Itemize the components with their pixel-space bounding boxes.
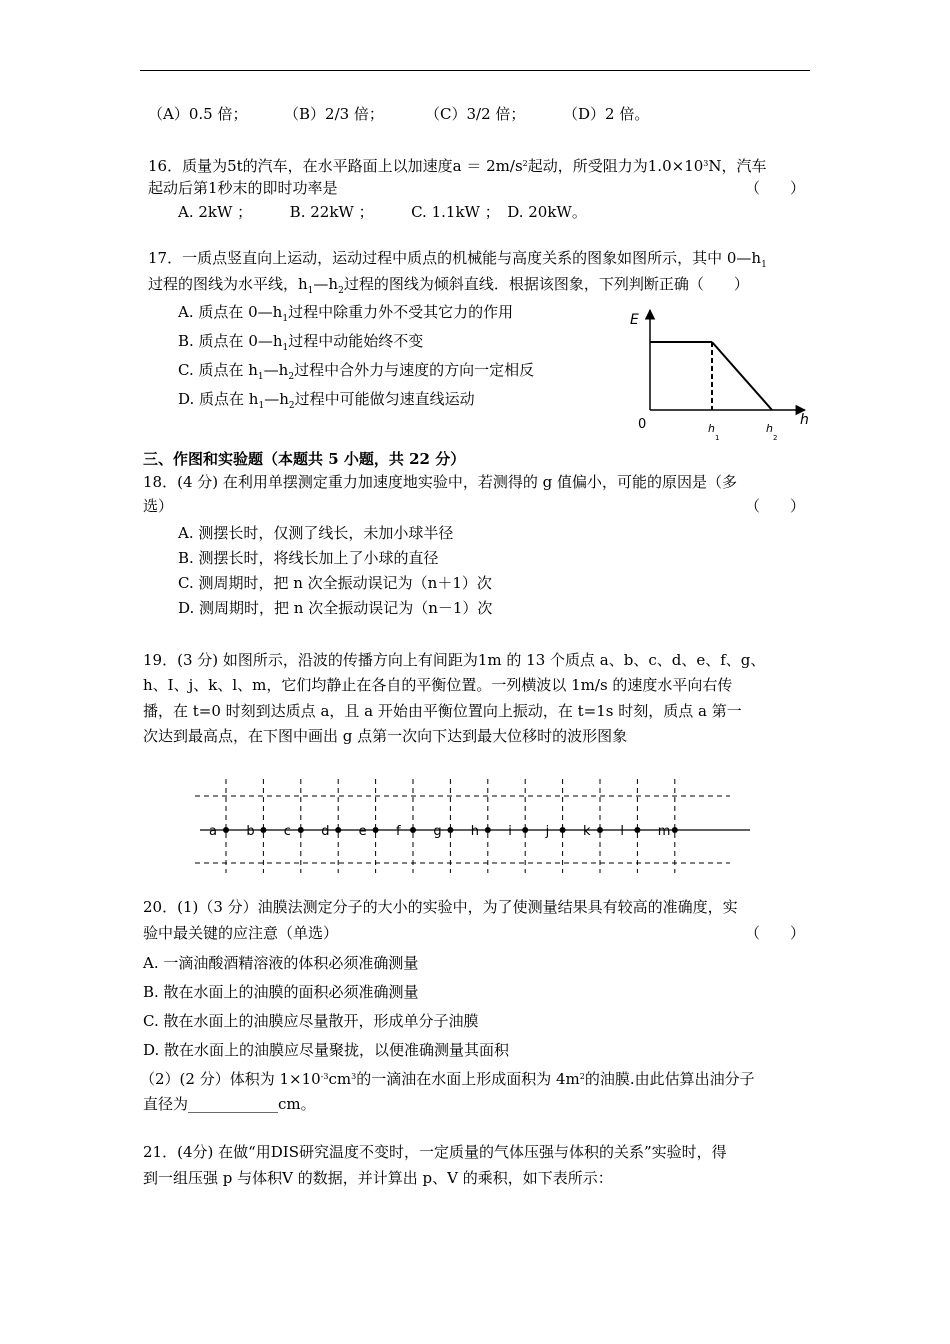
q16-answer-bracket: （ ） — [745, 179, 806, 197]
q21-line-1: 21．(4分) 在做“用DIS研究温度不变时，一定质量的气体压强与体积的关系”实验时，得 — [143, 1143, 727, 1161]
particle-e — [373, 827, 379, 833]
q18-line-2: 选） — [143, 497, 174, 515]
graph-h2-label: h — [766, 422, 773, 435]
q18-option-b: B. 测摆长时，将线长加上了小球的直径 — [178, 549, 439, 567]
q16-line-1: 16．质量为5t的汽车，在水平路面上以加速度$a = 2m/s^2$起动，所受阻力为$1.0\times 10^3N$，汽车 — [148, 157, 767, 175]
q20-part-2-line-2: 直径为____________cm。 — [143, 1095, 316, 1113]
q19-line-4: 次达到最高点，在下图中画出 g 点第一次向下达到最大位移时的波形图象 — [143, 727, 628, 745]
q16-options: A. 2kW ； B. 22kW ； C. 1.1kW ； D. 20kW。 — [178, 203, 587, 221]
q20-option-d: D. 散在水面上的油膜应尽量聚拢，以便准确测量其面积 — [143, 1041, 510, 1059]
particle-label-m: m — [657, 824, 671, 839]
graph-h1-label: h — [708, 422, 715, 435]
particle-f — [410, 827, 416, 833]
q16-line-2: 起动后第1秒末的即时功率是 — [148, 179, 338, 197]
particle-k — [597, 827, 603, 833]
particle-h — [485, 827, 491, 833]
particle-label-b: b — [246, 824, 255, 839]
wave-grid-diagram — [190, 775, 760, 875]
particle-label-i: i — [508, 824, 512, 839]
particle-label-f: f — [396, 824, 401, 839]
particle-c — [298, 827, 304, 833]
q15-option-a: （A）0.5 倍； — [148, 105, 248, 123]
particle-label-e: e — [358, 824, 367, 839]
q17-option-a: A. 质点在 $0—h_1$过程中除重力外不受其它力的作用 — [178, 303, 514, 324]
section-3-heading: 三、作图和实验题（本题共 5 小题，共 22 分） — [143, 450, 466, 468]
graph-sloped-segment — [712, 342, 772, 410]
particle-label-g: g — [433, 824, 442, 839]
particle-label-c: c — [283, 824, 291, 839]
particle-m — [672, 827, 678, 833]
q18-line-1: 18．(4 分) 在利用单摆测定重力加速度地实验中，若测得的 g 值偏小，可能的原因是（多 — [143, 473, 738, 491]
particle-label-a: a — [209, 824, 217, 839]
particle-label-j: j — [545, 824, 550, 839]
q15-option-b: （B）2/3 倍； — [284, 105, 384, 123]
answer-blank[interactable]: ____________ — [188, 1095, 279, 1113]
graph-h1-subscript: 1 — [715, 434, 720, 442]
graph-h2-subscript: 2 — [773, 434, 778, 442]
q20-option-c: C. 散在水面上的油膜应尽量散开，形成单分子油膜 — [143, 1012, 479, 1030]
energy-height-graph — [620, 300, 820, 450]
q21-line-2: 到一组压强 p 与体积V 的数据，并计算出 p、V 的乘积，如下表所示： — [143, 1169, 613, 1187]
particle-b — [260, 827, 266, 833]
q18-option-d: D. 测周期时，把 n 次全振动误记为（n－1）次 — [178, 599, 493, 617]
q17-option-d: D. 质点在 $h_1—h_2$过程中可能做匀速直线运动 — [178, 390, 475, 411]
q17-option-b: B. 质点在 $0—h_1$过程中动能始终不变 — [178, 332, 424, 353]
q17-line-1: 17．一质点竖直向上运动，运动过程中质点的机械能与高度关系的图象如图所示，其中 $0—h_1$ — [148, 249, 767, 270]
q19-line-3: 播，在 t=0 时刻到达质点 a，且 a 开始由平衡位置向上振动，在 t=1s 时刻，质点 a 第一 — [143, 702, 742, 720]
particle-label-l: l — [620, 824, 625, 839]
q17-line-2: 过程的图线为水平线，$h_1—h_2$过程的图线为倾斜直线．根据该图象，下列判断正确（ ） — [148, 275, 749, 296]
q20-line-1: 20．(1)（3 分）油膜法测定分子的大小的实验中，为了使测量结果具有较高的准确度，实 — [143, 898, 738, 916]
q20-answer-bracket: （ ） — [745, 924, 806, 942]
q15-option-c: （C）3/2 倍； — [425, 105, 526, 123]
particle-label-d: d — [321, 824, 330, 839]
q17-option-c: C. 质点在 $h_1—h_2$过程中合外力与速度的方向一定相反 — [178, 361, 535, 382]
top-rule — [140, 70, 810, 71]
particle-label-h: h — [470, 824, 480, 839]
graph-x-label: h — [800, 412, 809, 428]
q18-option-a: A. 测摆长时，仅测了线长，未加小球半径 — [178, 524, 454, 542]
particle-g — [447, 827, 453, 833]
particle-a — [223, 827, 229, 833]
q18-option-c: C. 测周期时，把 n 次全振动误记为（n＋1）次 — [178, 574, 492, 592]
particle-label-k: k — [583, 824, 591, 839]
q20-option-a: A. 一滴油酸酒精溶液的体积必须准确测量 — [143, 954, 419, 972]
graph-e-label: E — [630, 312, 639, 328]
particle-j — [560, 827, 566, 833]
q15-option-d: （D）2 倍。 — [563, 105, 650, 123]
graph-origin-label: 0 — [638, 417, 647, 432]
q20-part-2-line-1: （2）(2 分）体积为 $1\times 10^{-3}cm^3$的一滴油在水面上形成面积为 $4m^2$的油膜.由此估算出油分子 — [140, 1070, 755, 1088]
q18-answer-bracket: （ ） — [745, 497, 806, 515]
q20-line-2: 验中最关键的应注意（单选） — [143, 924, 339, 942]
q19-line-1: 19．(3 分) 如图所示，沿波的传播方向上有间距为1m 的 13 个质点 a、b、c、d、e、f、g、 — [143, 651, 766, 669]
particle-d — [335, 827, 341, 833]
q19-line-2: h、I、j、k、l、m，它们均静止在各自的平衡位置。一列横波以 1m/s 的速度水平向右传 — [143, 676, 733, 694]
particle-i — [522, 827, 528, 833]
q20-option-b: B. 散在水面上的油膜的面积必须准确测量 — [143, 983, 419, 1001]
particle-l — [634, 827, 640, 833]
